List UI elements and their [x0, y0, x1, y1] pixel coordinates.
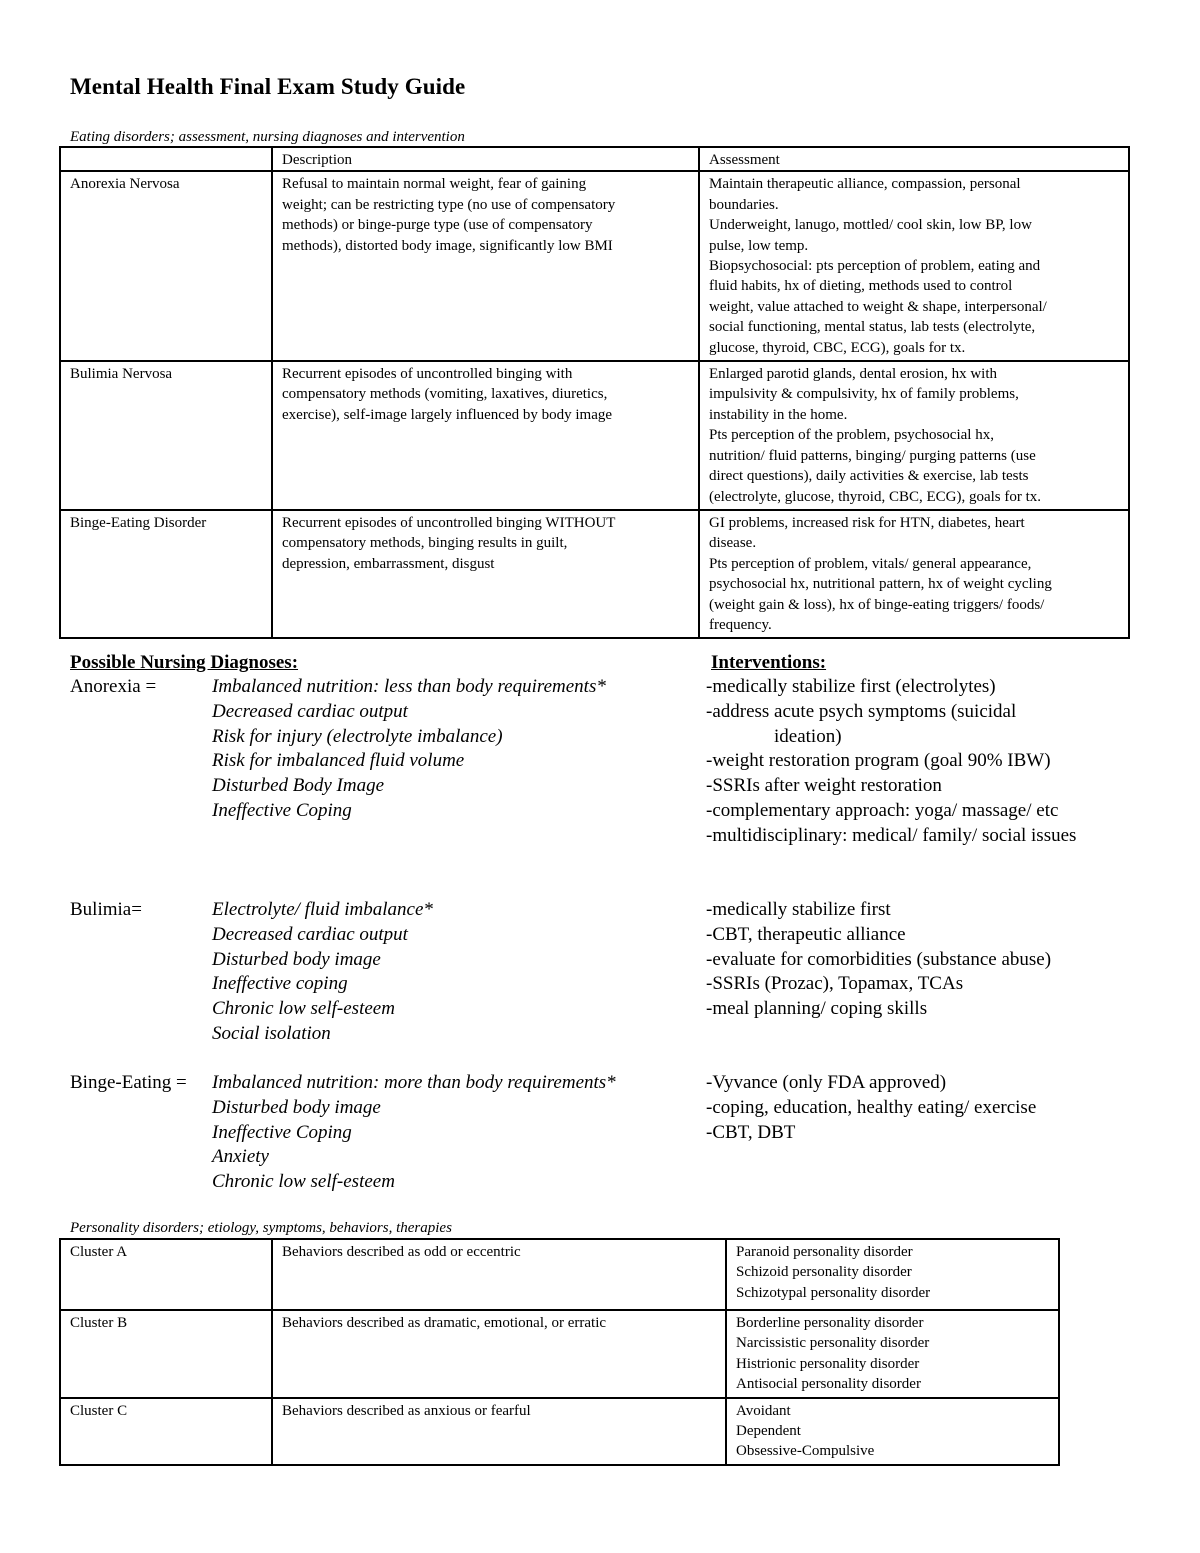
- table-row-anorexia: [60, 171, 1129, 361]
- table-row-bulimia: [60, 361, 1129, 510]
- binge-eating-diagnoses: Imbalanced nutrition: more than body requirements* Disturbed body image Ineffective Coping Anxiety Chronic low self-esteem: [212, 1072, 616, 1193]
- header-cell-name: [60, 147, 272, 171]
- header-cell-description: Description: [272, 147, 699, 171]
- cluster-name: Cluster C: [60, 1398, 272, 1465]
- cluster-disorders: Borderline personality disorder Narcissistic personality disorder Histrionic personality disorder Antisocial personality disorder: [726, 1310, 1059, 1398]
- disorder-assessment: GI problems, increased risk for HTN, diabetes, heart disease. Pts perception of problem, vitals/ general appearance, psychosocial hx, nutritional pattern, hx of weight cycling (weight gain & loss), hx of binge-eating triggers/ foods/ frequency.: [699, 510, 1129, 638]
- table-row-cluster-c: [60, 1398, 1059, 1465]
- table-row-cluster-b: [60, 1310, 1059, 1398]
- header-cell-assessment: Assessment: [699, 147, 1129, 171]
- table-row-binge-eating: [60, 510, 1129, 638]
- disorder-name: Bulimia Nervosa: [60, 361, 272, 510]
- cluster-behaviors: Behaviors described as anxious or fearful: [272, 1398, 726, 1465]
- binge-eating-interventions: -Vyvance (only FDA approved) -coping, education, healthy eating/ exercise -CBT, DBT: [706, 1072, 1037, 1143]
- page-title: Mental Health Final Exam Study Guide: [70, 74, 466, 99]
- disorder-description: Recurrent episodes of uncontrolled binging WITHOUT compensatory methods, binging results in guilt, depression, embarrassment, disgust: [272, 510, 699, 638]
- bulimia-diagnoses: Electrolyte/ fluid imbalance* Decreased cardiac output Disturbed body image Ineffective coping Chronic low self-esteem Social isolation: [212, 899, 433, 1044]
- cluster-disorders: Paranoid personality disorder Schizoid personality disorder Schizotypal personality disorder: [726, 1239, 1059, 1310]
- personality-disorders-caption: Personality disorders; etiology, symptoms, behaviors, therapies: [70, 1220, 452, 1236]
- cluster-name: Cluster A: [60, 1239, 272, 1310]
- disorder-name: Binge-Eating Disorder: [60, 510, 272, 638]
- interventions-heading: Interventions:: [711, 652, 827, 673]
- cluster-disorders: Avoidant Dependent Obsessive-Compulsive: [726, 1398, 1059, 1465]
- disorder-description: Refusal to maintain normal weight, fear of gaining weight; can be restricting type (no use of compensatory methods) or binge-purge type (use of compensatory methods), distorted body image, significantly low BMI: [272, 171, 699, 361]
- disorder-assessment: Maintain therapeutic alliance, compassion, personal boundaries. Underweight, lanugo, mottled/ cool skin, low BP, low pulse, low temp. Biopsychosocial: pts perception of problem, eating and fluid habits, hx of dieting, methods used to control weight, value attached to weight & shape, interpersonal/ social functioning, mental status, lab tests (electrolyte, glucose, thyroid, CBC, ECG), goals for tx.: [699, 171, 1129, 361]
- cluster-behaviors: Behaviors described as odd or eccentric: [272, 1239, 726, 1310]
- table-row-cluster-a: [60, 1239, 1059, 1310]
- disorder-assessment: Enlarged parotid glands, dental erosion, hx with impulsivity & compulsivity, hx of family problems, instability in the home. Pts perception of the problem, psychosocial hx, nutrition/ fluid patterns, binging/ purging patterns (use direct questions), daily activities & exercise, lab tests (electrolyte, glucose, thyroid, CBC, ECG), goals for tx.: [699, 361, 1129, 510]
- eating-disorders-caption: Eating disorders; assessment, nursing diagnoses and intervention: [70, 129, 465, 145]
- table-header-row: [60, 147, 1129, 171]
- cluster-name: Cluster B: [60, 1310, 272, 1398]
- nursing-diagnoses-heading: Possible Nursing Diagnoses:: [70, 652, 299, 673]
- personality-disorders-table: [59, 1238, 1060, 1466]
- cluster-behaviors: Behaviors described as dramatic, emotional, or erratic: [272, 1310, 726, 1398]
- anorexia-interventions: -medically stabilize first (electrolytes) -address acute psych symptoms (suicidal ideation) -weight restoration program (goal 90% IBW) -SSRIs after weight restoration -complementary approach: yoga/ massage/ etc -multidisciplinary: medical/ family/ social issues: [706, 676, 1077, 846]
- disorder-name: Anorexia Nervosa: [60, 171, 272, 361]
- eating-disorders-table: [59, 146, 1130, 639]
- anorexia-diagnoses: Imbalanced nutrition: less than body requirements* Decreased cardiac output Risk for injury (electrolyte imbalance) Risk for imbalanced fluid volume Disturbed Body Image Ineffective Coping: [212, 676, 606, 821]
- disorder-description: Recurrent episodes of uncontrolled binging with compensatory methods (vomiting, laxatives, diuretics, exercise), self-image largely influenced by body image: [272, 361, 699, 510]
- bulimia-interventions: -medically stabilize first -CBT, therapeutic alliance -evaluate for comorbidities (substance abuse) -SSRIs (Prozac), Topamax, TCAs -meal planning/ coping skills: [706, 899, 1052, 1020]
